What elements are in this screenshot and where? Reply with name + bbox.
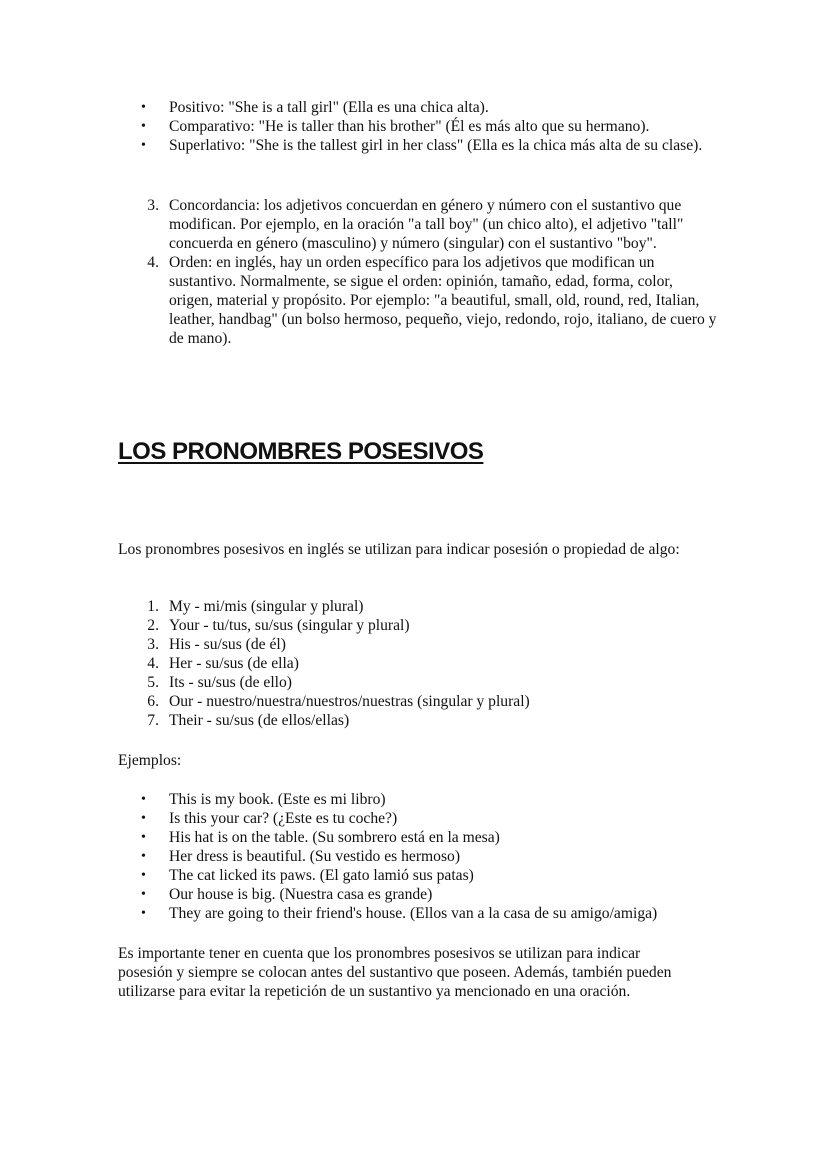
- intro-paragraph: Los pronombres posesivos en inglés se utilizan para indicar posesión o propiedad de algo:: [118, 541, 680, 558]
- list-item-text: Concordancia: los adjetivos concuerdan en género y número con el sustantivo que modifican. Por ejemplo, en la oración "a tall boy" (un chico alto), el adjetivo "tall" concuerda en género (masculino) y número (singular) con el sustantivo "boy".: [169, 197, 684, 252]
- list-item: [120, 253, 720, 348]
- list-item-text: Orden: en inglés, hay un orden específico para los adjetivos que modifican un sustantivo. Normalmente, se sigue el orden: opinión, tamaño, edad, forma, color, origen, material y propósito. Por ejemplo: "a beautiful, small, old, round, red, Italian, leather, handbag" (un bolso hermoso, pequeño, viejo, redondo, rojo, italiano, de cuero y de mano).: [169, 254, 717, 347]
- list-item: [120, 809, 740, 828]
- pronouns-list: [120, 597, 720, 730]
- list-item-text: The cat licked its paws. (El gato lamió sus patas): [169, 867, 474, 884]
- list-item: [120, 98, 720, 117]
- list-item-text: Our house is big. (Nuestra casa es grande): [169, 886, 433, 903]
- list-item-text: Her - su/sus (de ella): [169, 655, 299, 672]
- list-item-text: His hat is on the table. (Su sombrero está en la mesa): [169, 829, 500, 846]
- list-item-text: This is my book. (Este es mi libro): [169, 791, 386, 808]
- list-number: 4.: [147, 254, 159, 271]
- list-item: [120, 711, 720, 730]
- list-number: 3.: [147, 197, 159, 214]
- conclusion-paragraph: Es importante tener en cuenta que los pronombres posesivos se utilizan para indicar posesión y siempre se colocan antes del sustantivo que poseen. Además, también pueden utilizarse para evitar la repetición de un sustantivo ya mencionado en una oración.: [118, 945, 672, 1000]
- list-item-text: His - su/sus (de él): [169, 636, 286, 653]
- list-item-text: They are going to their friend's house. (Ellos van a la casa de su amigo/amiga): [169, 905, 658, 922]
- degrees-list: [120, 98, 720, 155]
- section-heading: LOS PRONOMBRES POSESIVOS: [118, 438, 484, 465]
- examples-label: Ejemplos:: [118, 752, 182, 769]
- list-item: [120, 904, 740, 923]
- list-item-text: My - mi/mis (singular y plural): [169, 598, 364, 615]
- list-item-text: Their - su/sus (de ellos/ellas): [169, 712, 350, 729]
- list-item: [120, 635, 720, 654]
- list-item: [120, 654, 720, 673]
- list-item: [120, 136, 720, 155]
- list-item: [120, 117, 720, 136]
- list-item-text: Positivo: "She is a tall girl" (Ella es una chica alta).: [169, 99, 489, 116]
- list-number: 2.: [147, 617, 159, 634]
- list-item: [120, 196, 720, 253]
- list-item-text: Comparativo: "He is taller than his brother" (Él es más alto que su hermano).: [169, 118, 650, 135]
- rules-list: [120, 196, 720, 348]
- list-item-text: Her dress is beautiful. (Su vestido es hermoso): [169, 848, 461, 865]
- list-number: 6.: [147, 693, 159, 710]
- examples-list: [120, 790, 740, 923]
- list-item-text: Is this your car? (¿Este es tu coche?): [169, 810, 398, 827]
- list-item: [120, 597, 720, 616]
- list-number: 3.: [147, 636, 159, 653]
- list-number: 4.: [147, 655, 159, 672]
- list-item: [120, 847, 740, 866]
- list-number: 1.: [147, 598, 159, 615]
- list-item-text: Superlativo: "She is the tallest girl in her class" (Ella es la chica más alta de su clase).: [169, 137, 703, 154]
- list-item: [120, 616, 720, 635]
- list-item: [120, 790, 740, 809]
- list-number: 7.: [147, 712, 159, 729]
- list-item: [120, 866, 740, 885]
- list-item-text: Its - su/sus (de ello): [169, 674, 292, 691]
- list-item: [120, 885, 740, 904]
- list-item-text: Our - nuestro/nuestra/nuestros/nuestras (singular y plural): [169, 693, 530, 710]
- list-item: [120, 673, 720, 692]
- list-item: [120, 828, 740, 847]
- list-item-text: Your - tu/tus, su/sus (singular y plural): [169, 617, 410, 634]
- list-number: 5.: [147, 674, 159, 691]
- list-item: [120, 692, 720, 711]
